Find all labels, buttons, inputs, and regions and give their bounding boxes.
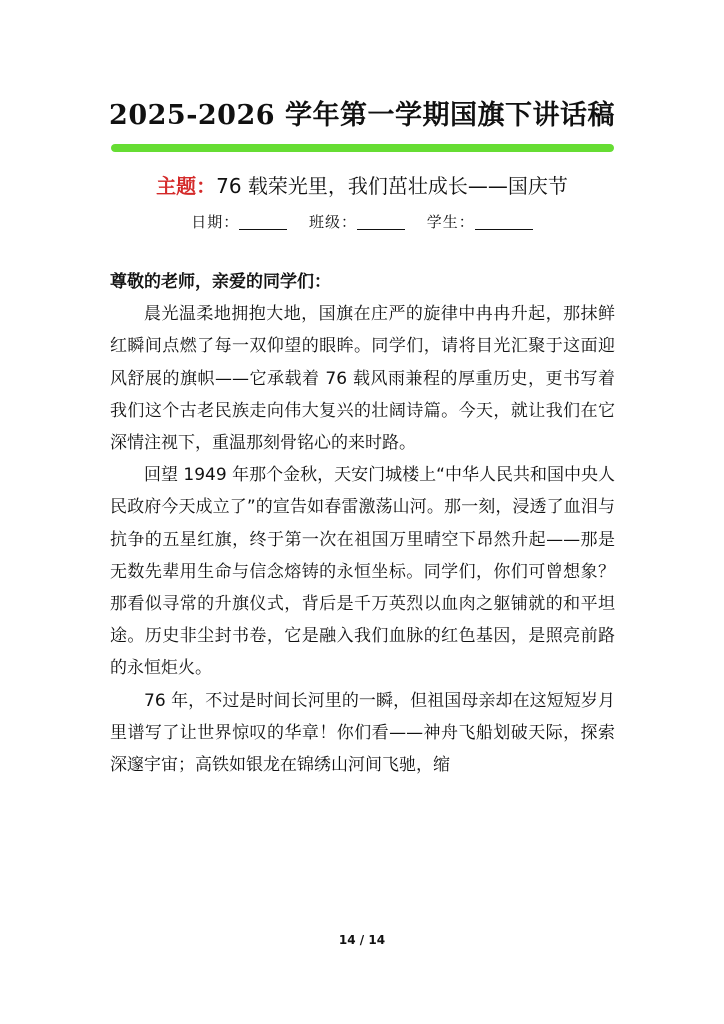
page-number: 14 / 14 <box>338 933 386 947</box>
theme-text: 76 载荣光里，我们茁壮成长——国庆节 <box>216 174 568 198</box>
paragraph: 晨光温柔地拥抱大地，国旗在庄严的旋律中冉冉升起，那抹鲜红瞬间点燃了每一双仰望的眼眸。同学们，请将目光汇聚于这面迎风舒展的旗帜——它承载着 76 载风雨兼程的厚重历史，更书写着我们这个古老民族走向伟大复兴的壮阔诗篇。今天，就让我们在它深情注视下，重温那刻骨铭心的来时路。 <box>110 304 615 454</box>
class-field <box>309 213 411 231</box>
theme-line <box>0 170 724 199</box>
class-label: 班级： <box>308 213 357 231</box>
date-label: 日期： <box>191 213 240 231</box>
student-field <box>427 213 533 231</box>
title-underline <box>111 144 614 152</box>
meta-line <box>0 211 724 232</box>
date-field <box>191 213 293 231</box>
class-blank <box>357 215 405 230</box>
theme-label: 主题： <box>156 174 217 198</box>
greeting: 尊敬的老师，亲爱的同学们： <box>110 272 331 292</box>
student-label: 学生： <box>426 213 475 231</box>
student-blank <box>475 215 533 230</box>
paragraph: 76 年，不过是时间长河里的一瞬，但祖国母亲却在这短短岁月里谱写了让世界惊叹的华章！你们看——神舟飞船划破天际，探索深邃宇宙；高铁如银龙在锦绣山河间飞驰，缩 <box>110 690 615 776</box>
speech-body <box>110 266 615 781</box>
date-blank <box>239 215 287 230</box>
document-title: 2025-2026 学年第一学期国旗下讲话稿 <box>109 100 615 131</box>
paragraph: 回望 1949 年那个金秋，天安门城楼上“中华人民共和国中央人民政府今天成立了”的宣告如春雷激荡山河。那一刻，浸透了血泪与抗争的五星红旗，终于第一次在祖国万里晴空下昂然升起——那是无数先辈用生命与信念熔铸的永恒坐标。同学们，你们可曾想象？那看似寻常的升旗仪式，背后是千万英烈以血肉之躯铺就的和平坦途。历史非尘封书卷，它是融入我们血脉的红色基因，是照亮前路的永恒炬火。 <box>110 465 615 679</box>
